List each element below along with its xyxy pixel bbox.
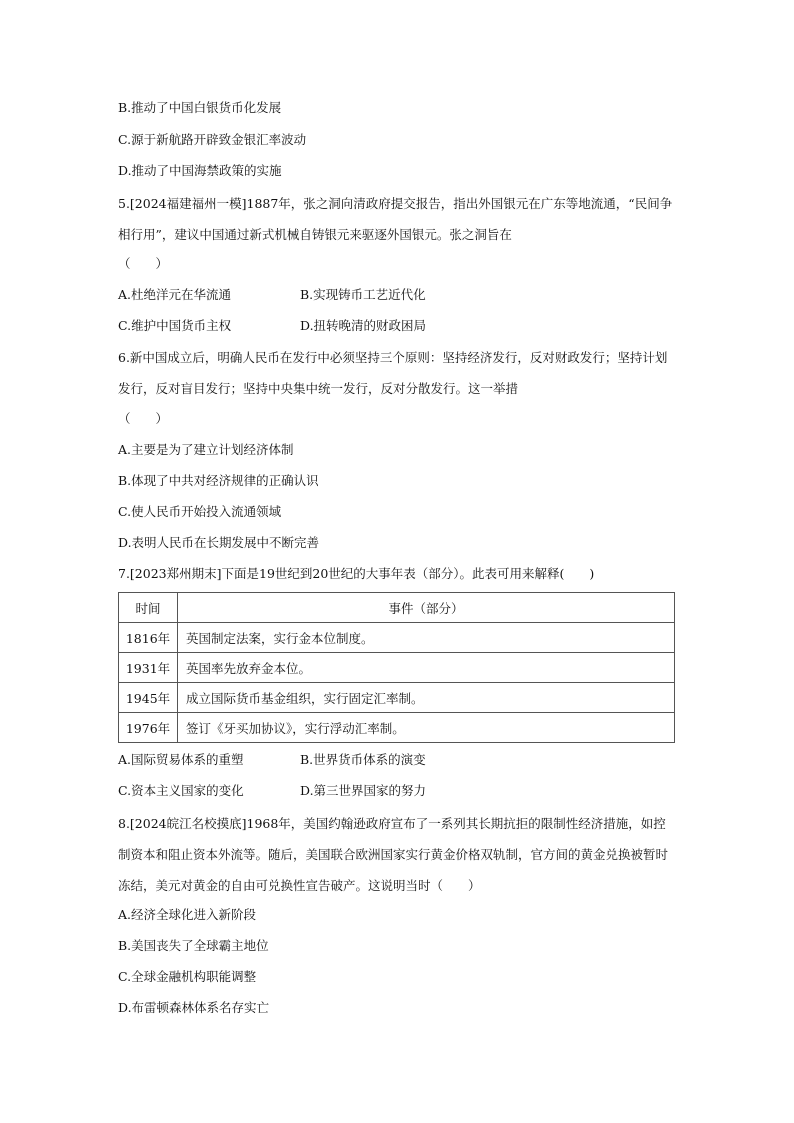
q8-option-c: C.全球金融机构职能调整 xyxy=(118,969,257,984)
q5-option-b: B.实现铸币工艺近代化 xyxy=(300,287,426,302)
q8-option-d: D.布雷顿森林体系名存实亡 xyxy=(118,1000,270,1015)
q7-option-a: A.国际贸易体系的重塑 xyxy=(118,752,244,767)
table-header-row xyxy=(119,593,675,623)
table-cell-year: 1816年 xyxy=(119,623,178,653)
table-row xyxy=(119,623,675,653)
q6-option-b: B.体现了中共对经济规律的正确认识 xyxy=(118,473,319,488)
table-cell-event: 英国制定法案，实行金本位制度。 xyxy=(178,623,675,653)
q6-stem: 6.新中国成立后，明确人民币在发行中必须坚持三个原则：坚持经济发行，反对财政发行；坚持计划发行，反对盲目发行；坚持中央集中统一发行，反对分散发行。这一举措 xyxy=(118,350,668,396)
q5-option-a: A.杜绝洋元在华流通 xyxy=(118,287,232,302)
table-header-event: 事件（部分） xyxy=(178,593,675,623)
table-row xyxy=(119,683,675,713)
q4-option-b: B.推动了中国白银货币化发展 xyxy=(118,100,282,115)
table-cell-event: 英国率先放弃金本位。 xyxy=(178,653,675,683)
q8-stem: 8.[2024皖江名校摸底]1968年，美国约翰逊政府宣布了一系列其长期抗拒的限制性经济措施，如控制资本和阻止资本外流等。随后，美国联合欧洲国家实行黄金价格双轨制，官方间的黄金兑换被暂时冻结，美元对黄金的自由可兑换性宣告破产。这说明当时（ ） xyxy=(118,816,669,893)
q7-option-b: B.世界货币体系的演变 xyxy=(300,752,426,767)
q7-option-c: C.资本主义国家的变化 xyxy=(118,783,244,798)
q6-blank: （ ） xyxy=(118,411,169,426)
q7-option-d: D.第三世界国家的努力 xyxy=(300,783,427,798)
q5-blank: （ ） xyxy=(118,256,169,271)
q7-stem: 7.[2023郑州期末]下面是19世纪到20世纪的大事年表（部分）。此表可用来解释( ) xyxy=(118,566,595,581)
q6-option-d: D.表明人民币在长期发展中不断完善 xyxy=(118,535,320,550)
table-cell-year: 1931年 xyxy=(119,653,178,683)
q4-option-d: D.推动了中国海禁政策的实施 xyxy=(118,163,282,178)
table-row xyxy=(119,653,675,683)
table-cell-event: 签订《牙买加协议》，实行浮动汇率制。 xyxy=(178,713,675,743)
table-header-time: 时间 xyxy=(119,593,178,623)
q5-option-d: D.扭转晚清的财政困局 xyxy=(300,318,427,333)
q4-option-c: C.源于新航路开辟致金银汇率波动 xyxy=(118,132,307,147)
q8-option-b: B.美国丧失了全球霸主地位 xyxy=(118,938,269,953)
table-row xyxy=(119,713,675,743)
q6-option-c: C.使人民币开始投入流通领域 xyxy=(118,504,282,519)
q8-option-a: A.经济全球化进入新阶段 xyxy=(118,907,257,922)
q7-timeline-table xyxy=(118,592,675,743)
q5-stem: 5.[2024福建福州一模]1887年，张之洞向清政府提交报告，指出外国银元在广东等地流通，“民间争相行用”，建议中国通过新式机械自铸银元来驱逐外国银元。张之洞旨在 xyxy=(118,196,673,242)
table-cell-year: 1976年 xyxy=(119,713,178,743)
q5-option-c: C.维护中国货币主权 xyxy=(118,318,232,333)
table-cell-event: 成立国际货币基金组织，实行固定汇率制。 xyxy=(178,683,675,713)
table-cell-year: 1945年 xyxy=(119,683,178,713)
q6-option-a: A.主要是为了建立计划经济体制 xyxy=(118,442,294,457)
